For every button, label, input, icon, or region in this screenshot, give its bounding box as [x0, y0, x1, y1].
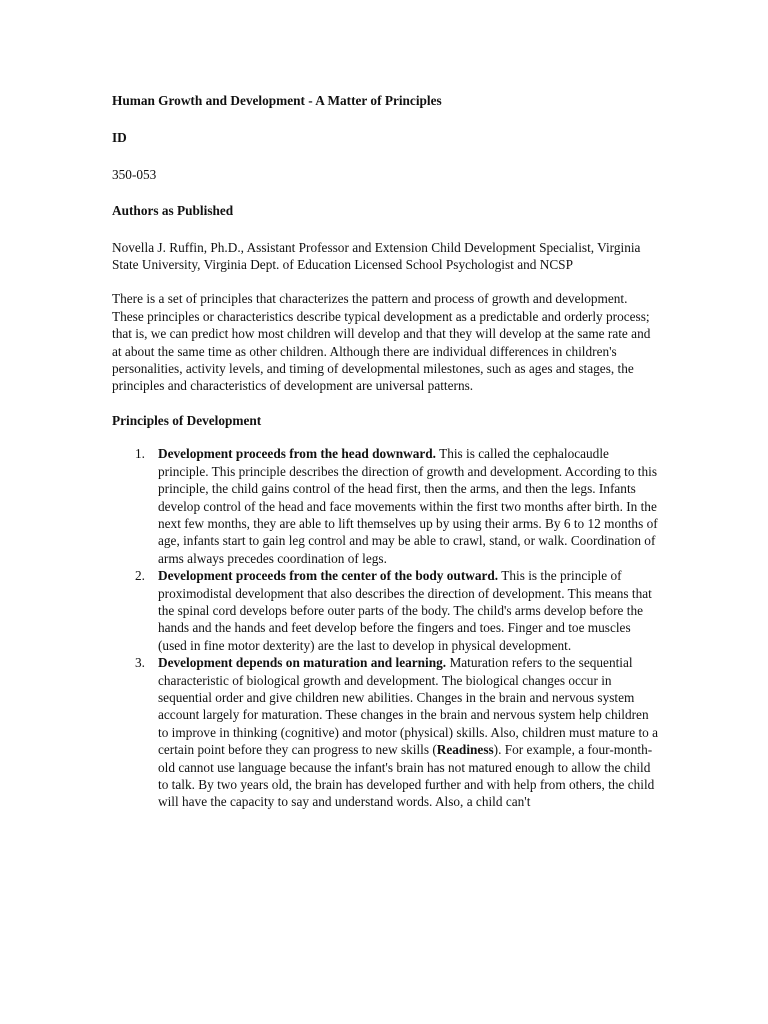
- id-value: 350-053: [112, 166, 157, 182]
- readiness-keyword: Readiness: [436, 742, 494, 758]
- principle-text: This is called the cephalocaudle principle. This principle describes the direction of growth and development. According to this principle, the child gains control of the head first, then the arms, and then the legs. Infants develop control of the head and face movements within the first two months after birth. In the next few months, they are able to lift themselves up by using their arms. By 6 to 12 months of age, infants start to gain leg control and may be able to crawl, stand, or walk. Coordination of arms always precedes coordination of legs.: [158, 446, 658, 566]
- authors-text: Novella J. Ruffin, Ph.D., Assistant Professor and Extension Child Development Specialist, Virginia State University, Virginia Dept. of Education Licensed School Psychologist and NCSP: [112, 239, 641, 273]
- list-item-number: 1.: [135, 446, 145, 462]
- principle-text-continued: ). For example, a four-month-old cannot use language because the infant's brain has not matured enough to allow the child to talk. By two years old, the brain has developed further and with help from others, the child will have the capacity to say and understand words. Also, a child can't: [158, 742, 655, 810]
- principle-lead: Development proceeds from the center of the body outward.: [158, 568, 499, 584]
- intro-paragraph: There is a set of principles that characterizes the pattern and process of growth and development. These principles or characteristics describe typical development as a predictable and orderly process; that is, we can predict how most children will develop and that they will develop at the same rate and at about the same time as other children. Although there are individual differences in children's personalities, activity levels, and timing of developmental milestones, such as ages and stages, the principles and characteristics of development are universal patterns.: [112, 291, 651, 394]
- principle-text: Maturation refers to the sequential characteristic of biological growth and development. The biological changes occur in sequential order and give children new abilities. Changes in the brain and nervous system account largely for maturation. These changes in the brain and nervous system help children to improve in thinking (cognitive) and motor (physical) skills. Also, children must mature to a certain point before they can progress to new skills (: [158, 655, 659, 758]
- list-item-number: 2.: [135, 568, 145, 584]
- principle-text: This is the principle of proximodistal development that also describes the direction of development. This means that the spinal cord develops before outer parts of the body. The child's arms develop before the hands and the hands and feet develop before the fingers and toes. Finger and toe muscles (used in fine motor dexterity) are the last to develop in physical development.: [158, 568, 652, 653]
- document-title: Human Growth and Development - A Matter of Principles: [112, 93, 442, 108]
- authors-label: Authors as Published: [112, 203, 234, 219]
- section-heading: Principles of Development: [112, 412, 262, 428]
- principle-lead: Development depends on maturation and learning.: [158, 655, 447, 671]
- document-body: [112, 92, 660, 811]
- id-label: ID: [112, 130, 127, 146]
- principle-lead: Development proceeds from the head downward.: [158, 446, 436, 462]
- list-item-number: 3.: [135, 655, 145, 671]
- list-item: [112, 567, 660, 654]
- list-item: [112, 654, 660, 811]
- principles-list: [112, 445, 660, 811]
- list-item: [112, 445, 660, 567]
